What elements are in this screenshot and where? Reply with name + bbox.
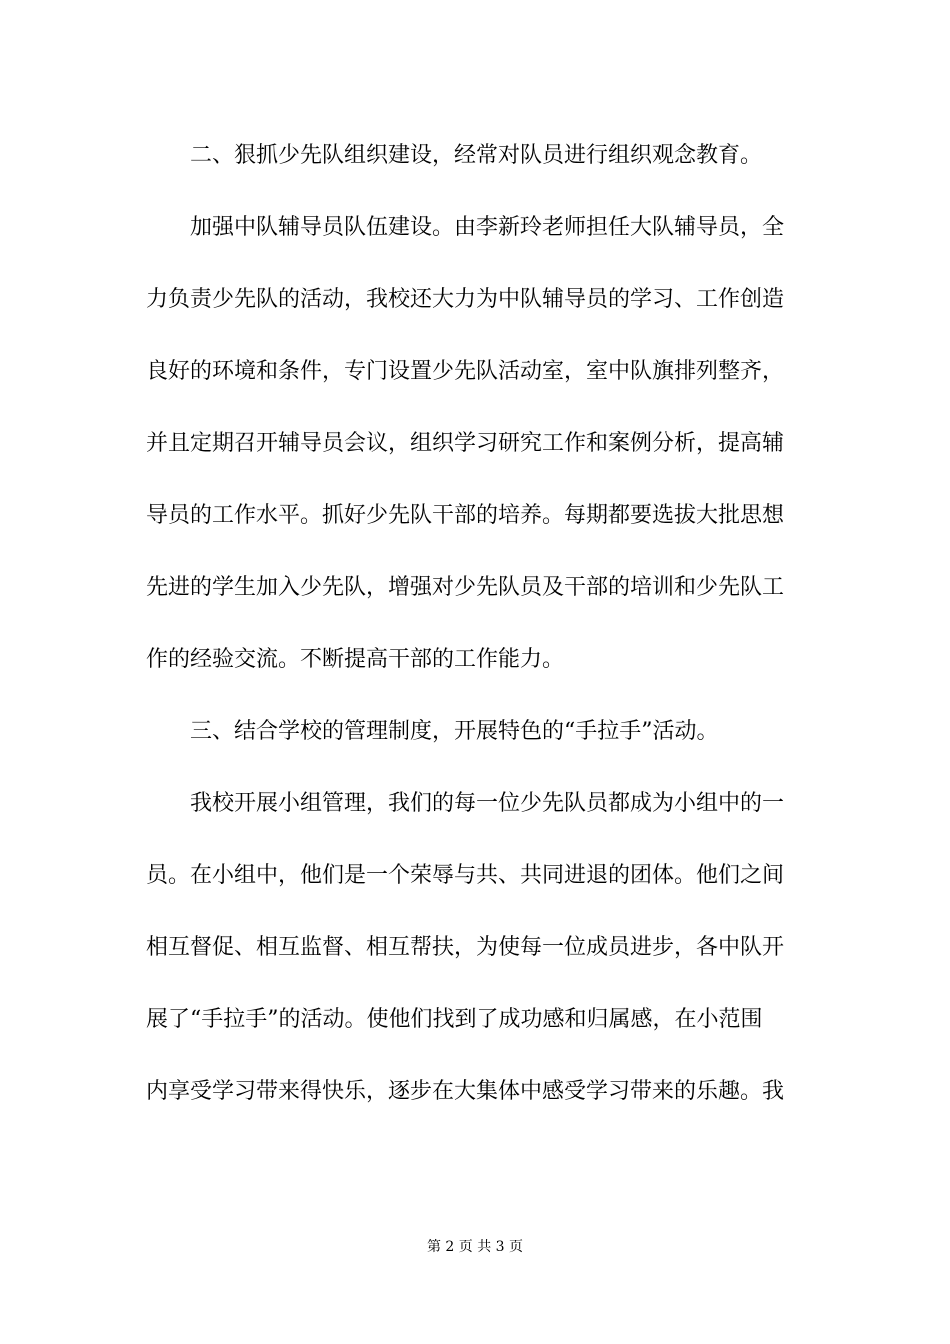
- paragraph-line: 先进的学生加入少先队，增强对少先队员及干部的培训和少先队工: [146, 575, 785, 600]
- paragraph-line: 加强中队辅导员队伍建设。由李新玲老师担任大队辅导员，全: [190, 215, 785, 240]
- paragraph-line: 员。在小组中，他们是一个荣辱与共、共同进退的团体。他们之间: [146, 863, 785, 888]
- paragraph-line: 展了“手拉手”的活动。使他们找到了成功感和归属感，在小范围: [146, 1007, 763, 1032]
- paragraph-line: 导员的工作水平。抓好少先队干部的培养。每期都要选拔大批思想: [146, 503, 785, 528]
- paragraph-line: 并且定期召开辅导员会议，组织学习研究工作和案例分析，提高辅: [146, 431, 785, 456]
- paragraph-line: 作的经验交流。不断提高干部的工作能力。: [146, 647, 565, 672]
- paragraph-line: 力负责少先队的活动，我校还大力为中队辅导员的学习、工作创造: [146, 287, 785, 312]
- paragraph-line: 良好的环境和条件，专门设置少先队活动室，室中队旗排列整齐，: [146, 359, 785, 384]
- paragraph-line: 相互督促、相互监督、相互帮扶，为使每一位成员进步，各中队开: [146, 935, 785, 960]
- page-number-footer: 第 2 页 共 3 页: [426, 1239, 524, 1255]
- section-heading-3: 三、结合学校的管理制度，开展特色的“手拉手”活动。: [190, 719, 719, 744]
- paragraph-line: 内享受学习带来得快乐，逐步在大集体中感受学习带来的乐趣。我: [146, 1079, 785, 1104]
- section-heading-2: 二、狠抓少先队组织建设，经常对队员进行组织观念教育。: [190, 143, 763, 168]
- paragraph-line: 我校开展小组管理，我们的每一位少先队员都成为小组中的一: [190, 791, 785, 816]
